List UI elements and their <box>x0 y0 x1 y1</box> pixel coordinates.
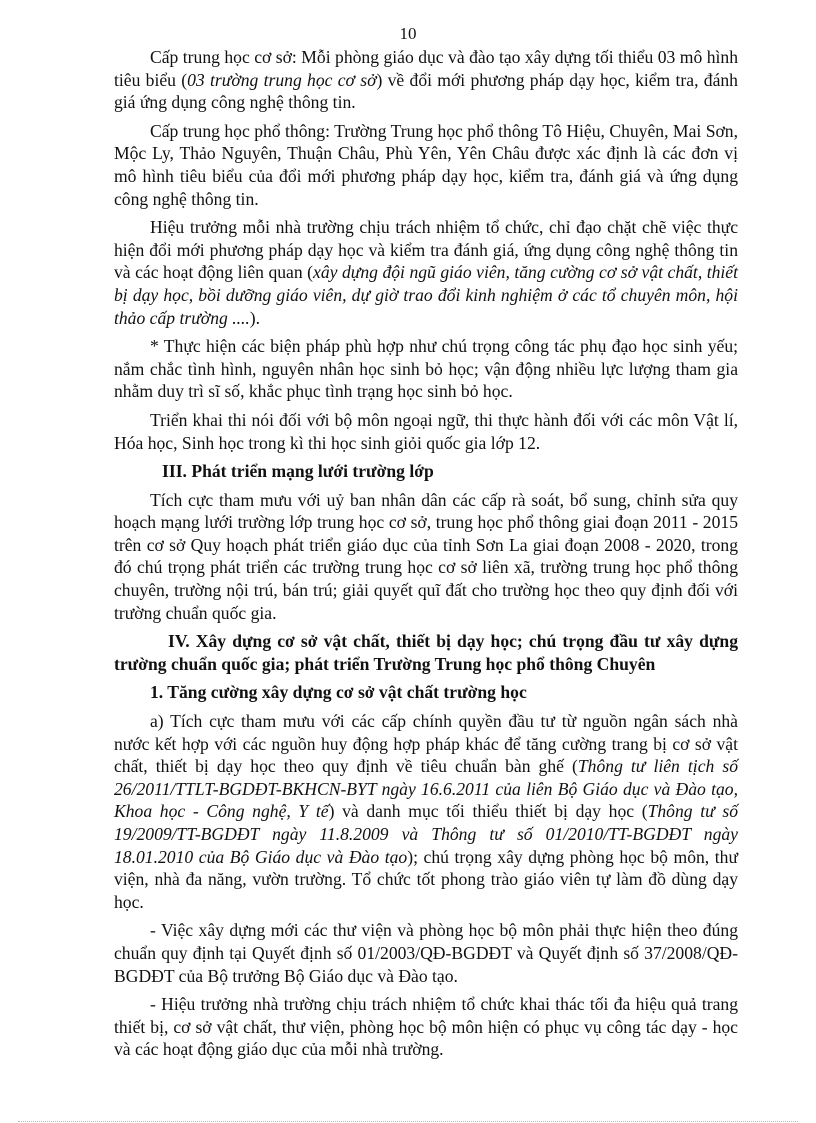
paragraph-libraries: - Việc xây dựng mới các thư viện và phòng học bộ môn phải thực hiện theo đúng chuẩn quy định tại Quyết định số 01/2003/QĐ-BGDĐT và Quyết định số 37/2008/QĐ-BGDĐT của Bộ trưởng Bộ Giáo dục và Đào tạo. <box>114 920 738 986</box>
paragraph-facilities <box>114 710 738 913</box>
paragraph-measures <box>114 335 738 403</box>
italic-run: 03 trường trung học cơ sở <box>187 69 377 90</box>
document-body <box>114 46 738 1067</box>
italic-run: Thông tư số 19/2009/TT-BGDĐT ngày 11.8.2009 và Thông tư số 01/2010/TT-BGDĐT ngày 18.01.2010 của Bộ Giáo dục và Đào tạo <box>114 801 739 867</box>
paragraph-exams <box>114 409 738 454</box>
heading-subsection-4-1: 1. Tăng cường xây dựng cơ sở vật chất trường học <box>150 682 527 703</box>
text-run: ) về đổi mới phương pháp dạy học, kiểm tra, đánh giá ứng dụng công nghệ thông tin. <box>114 69 738 113</box>
text-run: Cấp trung học cơ sở: Mỗi phòng giáo dục và đào tạo xây dựng tối thiểu 03 mô hình tiêu biểu ( <box>114 47 738 90</box>
heading-section-3: III. Phát triển mạng lưới trường lớp <box>162 461 434 482</box>
text-run: ) và danh mục tối thiểu thiết bị dạy học ( <box>328 801 648 822</box>
text-run: ); chú trọng xây dựng phòng học bộ môn, thư viện, nhà đa năng, vườn trường. Tổ chức tốt phong trào giáo viên tự làm đồ dùng dạy học. <box>114 846 738 912</box>
paragraph-principal <box>114 216 738 329</box>
italic-run: Thông tư liên tịch số 26/2011/TTLT-BGDĐT-BKHCN-BYT ngày 16.6.2011 của liên Bộ Giáo dục và Đào tạo, Khoa học - Công nghệ, Y tế <box>114 756 738 822</box>
paragraph-network: Tích cực tham mưu với uỷ ban nhân dân các cấp rà soát, bổ sung, chỉnh sửa quy hoạch mạng lưới trường lớp trung học cơ sở, trung học phổ thông giai đoạn 2011 - 2015 trên cơ sở Quy hoạch phát triển giáo dục của tỉnh Sơn La giai đoạn 2008 - 2020, trong đó chú trọng phát triển các trường trung học cơ sở liên xã, trường trung học phổ thông chuyên, trường nội trú, bán trú; giải quyết quĩ đất cho trường học theo quy định đối với trường chuẩn quốc gia. <box>114 489 738 623</box>
italic-run: xây dựng đội ngũ giáo viên, tăng cường cơ sở vật chất, thiết bị dạy học, bồi dưỡng giáo viên, dự giờ trao đổi kinh nghiệm ở các tổ chuyên môn, hội thảo cấp trường .... <box>114 262 738 328</box>
page-number: 10 <box>399 24 417 43</box>
heading-section-4: IV. Xây dựng cơ sở vật chất, thiết bị dạy học; chú trọng đầu tư xây dựng trường chuẩn quốc gia; phát triển Trường Trung học phổ thông Chuyên <box>114 631 738 674</box>
paragraph-thcs <box>114 46 738 114</box>
text-run: * Thực hiện các biện pháp phù hợp như chú trọng công tác phụ đạo học sinh yếu; nắm chắc tình hình, nguyên nhân học sinh bỏ học; vận động nhiều lực lượng tham gia nhằm duy trì sĩ số, khắc phục tình trạng học sinh bỏ học. <box>114 336 738 402</box>
text-run: Cấp trung học phổ thông: Trường Trung học phổ thông Tô Hiệu, Chuyên, Mai Sơn, Mộc Ly, Thảo Nguyên, Thuận Châu, Phù Yên, Yên Châu được xác định là các đơn vị mô hình tiêu biểu của đổi mới phương pháp dạy học, kiểm tra, đánh giá và ứng dụng công nghệ thông tin. <box>114 120 738 209</box>
text-run: ). <box>249 307 261 328</box>
paragraph-thpt <box>114 120 738 210</box>
text-run: Triển khai thi nói đối với bộ môn ngoại ngữ, thi thực hành đối với các môn Vật lí, Hóa học, Sinh học trong kì thi học sinh giỏi quốc gia lớp 12. <box>114 409 738 453</box>
text-run: Hiệu trưởng mỗi nhà trường chịu trách nhiệm tổ chức, chỉ đạo chặt chẽ việc thực hiện đổi mới phương pháp dạy học và kiểm tra đánh giá, ứng dụng công nghệ thông tin và các hoạt động liên quan ( <box>114 217 738 283</box>
text-run: a) Tích cực tham mưu với các cấp chính quyền đầu tư từ nguồn ngân sách nhà nước kết hợp với các nguồn huy động hợp pháp khác để tăng cường trang bị cơ sở vật chất, thiết bị dạy học theo quy định về tiêu chuẩn bàn ghế ( <box>114 711 738 777</box>
paragraph-equipment-use: - Hiệu trưởng nhà trường chịu trách nhiệm tổ chức khai thác tối đa hiệu quả trang thiết bị, cơ sở vật chất, thư viện, phòng học bộ môn hiện có phục vụ công tác dạy - học và các hoạt động giáo dục của mỗi nhà trường. <box>114 994 738 1060</box>
page-bottom-divider <box>18 1121 798 1122</box>
